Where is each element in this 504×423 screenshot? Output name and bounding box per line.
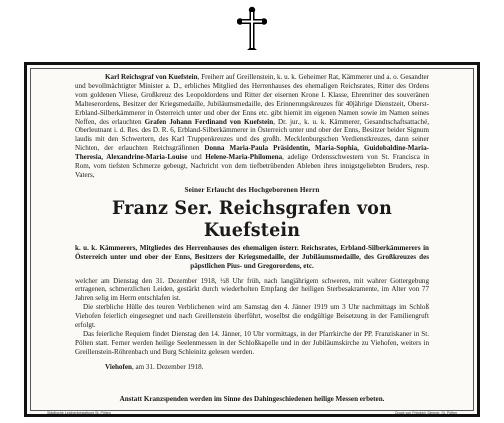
niece-last-name: Helene-Maria-Philomena: [205, 153, 283, 162]
announcer-name: Karl Reichsgraf von Kuefstein: [105, 73, 198, 81]
opening-paragraph: [75, 73, 429, 180]
place-name: Viehofen: [105, 362, 132, 371]
death-paragraph: welcher am Dienstag den 31. Dezember 1918, ½8 Uhr früh, nach langjährigem schweren, mit wahrer Gottergebung ertragenen, schmerzlichen Leiden, gestärkt durch wiederholten Empfang der heiligen Sterbesakramente, im Alter von 77 Jahren selig im Herrn entschlafen ist.: [75, 276, 429, 303]
announce-line: Seiner Erlaucht des Hochgeborenen Herrn: [184, 185, 320, 194]
printer-left: Städtische Leichenbestattung St. Pölten: [47, 411, 111, 415]
conjunction: und: [187, 153, 206, 162]
nieces-names: Donna Maria-Paula Präsidentin, Maria-Sophia, Guidobaldine-Maria-Theresia, Alexandrine-Maria-Louise: [75, 144, 429, 162]
printer-right: Druck von Friedrich Simmer, St. Pölten: [395, 411, 457, 415]
place-date-line: [105, 363, 429, 372]
obituary-frame: [24, 62, 480, 417]
opening-closing: , adelige Ordensschwestern von St. Francisca in Rom, vom tiefsten Schmerze gebeugt, Nachricht von dem tiefbetrübenden Ableben ihres innigstgeliebten Bruders, resp. Vaters,: [75, 153, 430, 179]
nephew-titles: , Dr. jur., k. u. k. Kämmerer, Gesandtschaftsattaché, Oberleutnant i. d. Res. des D. R. 6, Erbland-Silberkämmerer in Österreich unter und ober der Enns, Besitzer beider Signum laudis mit den Schwertern, des Karl Truppenkreuzes und des großh. Mecklenburgschen Verdienstkreuzes, dann seiner Nichten, der erlauchten Reichsgräfinnen: [75, 117, 430, 153]
announcer-titles: , Freiherr auf Greillenstein, k. u. k. Geheimer Rat, Kämmerer und a. o. Gesandter und bevollmächtigter Minister a. D., erbliches Mitglied des Herrenhauses des ehemaligen Reichsrates, Ritter des Ordens vom goldenen Vliese, Großkreuz des Leopoldordens und Ritter der eisernen Krone I. Klasse, Ehrenritter des souveränen Malteserordens, Besitzer der Kriegsmedaille, Jubiläumsmedaille, des Erinnerungskreuzes für 40jährige Dienstzeit, Oberst-Erbland-Silberkämmerer in Österreich unter und ober der Enns etc. gibt hiemit im eigenen Namen sowie im Namen seines Neffen, des erlauchten: [75, 73, 430, 126]
deceased-name: Franz Ser. Reichsgrafen von Kuefstein: [111, 196, 393, 241]
wreath-note: Anstatt Kranzspenden werden im Sinne des Dahingeschiedenen heilige Messen erbeten.: [119, 395, 385, 403]
latin-cross-icon: [237, 6, 267, 52]
burial-paragraph: Die sterbliche Hülle des teuren Verblichenen wird am Samstag den 4. Jänner 1919 um 3 Uhr nachmittags im Schloß Viehofen feierlich eingesegnet und nach Greillenstein überführt, woselbst die endgültige Beisetzung in der Familiengruft erfolgt.: [75, 303, 429, 330]
header-cross-area: [0, 0, 504, 62]
requiem-paragraph: Das feierliche Requiem findet Dienstag den 14. Jänner, 10 Uhr vormittags, in der Pfarrkirche der PP. Franziskaner in St. Pölten statt. Ferner werden heilige Seelenmessen in der Schloßkapelle und in der Jubiläumskirche zu Viehofen, weiters in Greillenstein-Röhrenbach und Burg Schleinitz gelesen werden.: [75, 329, 429, 356]
deceased-titles: k. u. k. Kämmerers, Mitgliedes des Herrenhauses des ehemaligen österr. Reichsrates, Erbland-Silberkämmerers in Österreich unter und ober der Enns, Besitzers der Kriegsmedaille, der Jubiläumsmedaille, des Großkreuzes des päpstlichen Pius- und Gregorordens, etc.: [75, 243, 429, 270]
place-date: , am 31. Dezember 1918.: [131, 362, 204, 371]
obituary-content: [75, 73, 429, 372]
nephew-name: Grafen Johann Ferdinand von Kuefstein: [144, 117, 274, 126]
